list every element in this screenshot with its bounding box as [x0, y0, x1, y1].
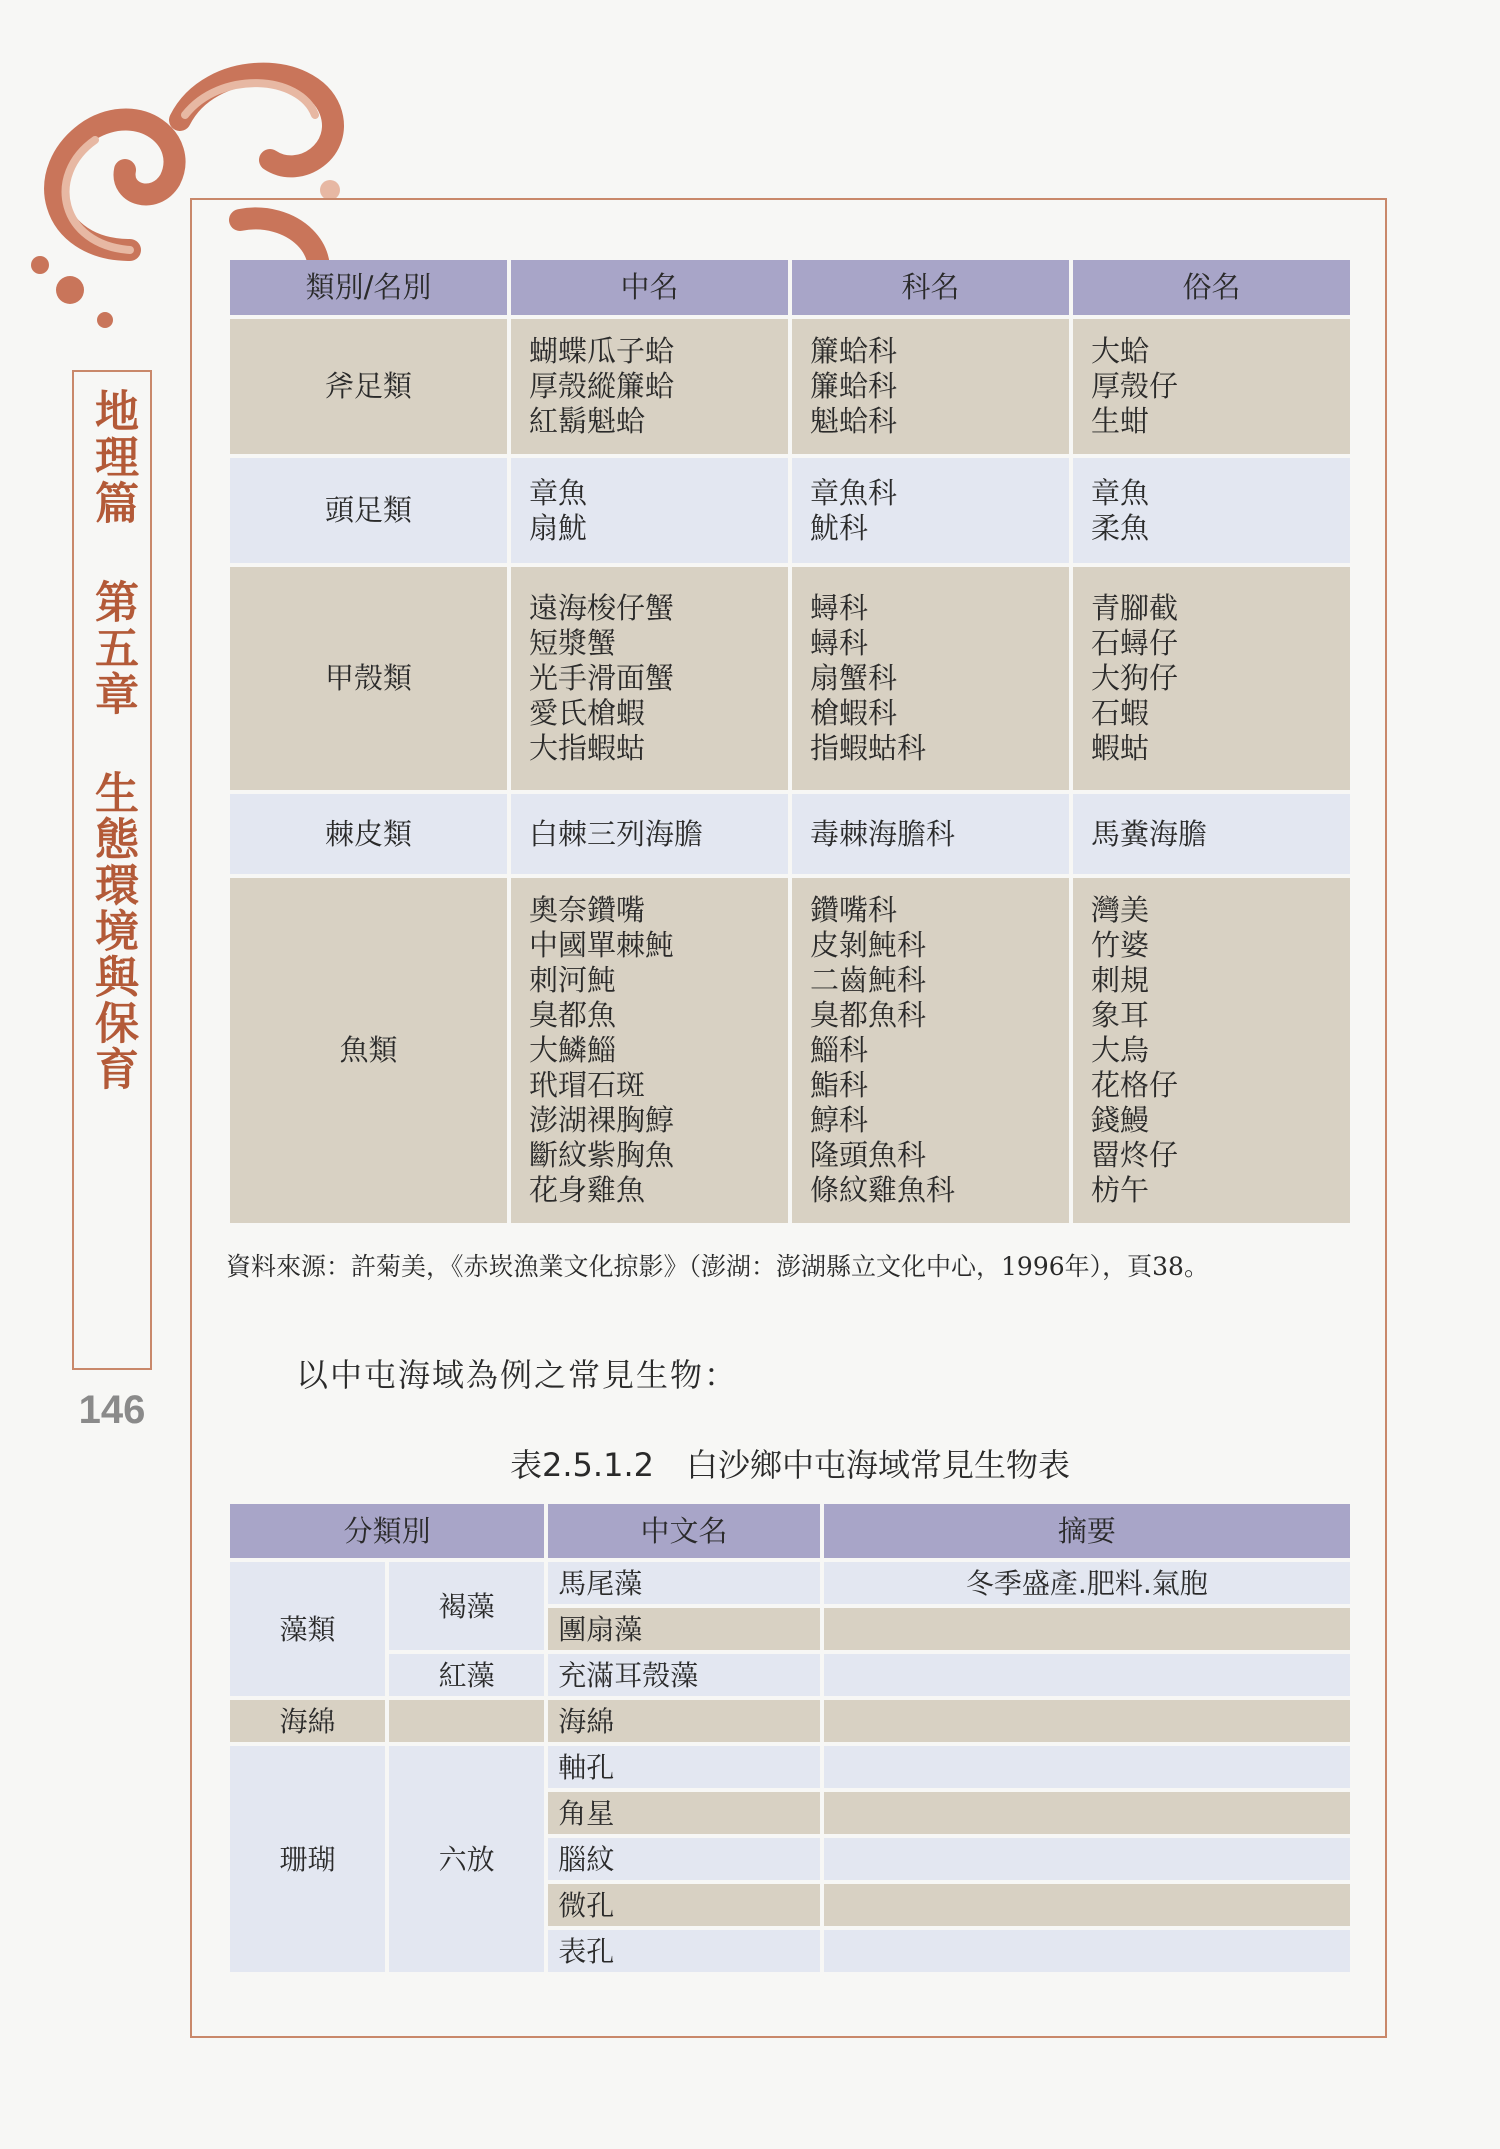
species-name-cell: 角星: [548, 1792, 819, 1834]
species-name-cell: 表孔: [548, 1930, 819, 1972]
table-caption: 表2.5.1.2 白沙鄉中屯海域常見生物表: [510, 1446, 1070, 1484]
chinese-name-cell: 蝴蝶瓜子蛤 厚殼縱簾蛤 紅鬍魁蛤: [511, 319, 788, 454]
chinese-name-cell: 奧奈鑽嘴 中國單棘魨 刺河魨 臭都魚 大鱗鯔 玳瑁石斑 澎湖裸胸鯙 斷紋紫胸魚 花身雞魚: [511, 878, 788, 1223]
category-cell: 頭足類: [230, 458, 507, 563]
summary-cell: [824, 1838, 1350, 1880]
table-header-row: [230, 1504, 1350, 1558]
subgroup-cell: 六放: [389, 1746, 544, 1972]
table-row: [230, 1700, 1350, 1742]
table-row: [230, 1562, 1350, 1604]
source-note: 資料來源：許菊美，《赤崁漁業文化掠影》（澎湖：澎湖縣立文化中心，1996年），頁38。: [226, 1252, 1209, 1281]
group-cell: 海綿: [230, 1700, 385, 1742]
subgroup-cell: 褐藻: [389, 1562, 544, 1650]
species-table: [226, 256, 1354, 1227]
summary-cell: [824, 1930, 1350, 1972]
family-name-cell: 章魚科 魷科: [792, 458, 1069, 563]
summary-cell: [824, 1608, 1350, 1650]
table-row: [230, 319, 1350, 454]
summary-cell: 冬季盛產.肥料.氣胞: [824, 1562, 1350, 1604]
column-header: 分類別: [230, 1504, 544, 1558]
summary-cell: [824, 1700, 1350, 1742]
table-row: [230, 458, 1350, 563]
column-header: 類別/名別: [230, 260, 507, 315]
summary-cell: [824, 1654, 1350, 1696]
table-row: [230, 794, 1350, 874]
category-cell: 甲殼類: [230, 567, 507, 790]
species-name-cell: 海綿: [548, 1700, 819, 1742]
summary-cell: [824, 1792, 1350, 1834]
common-name-cell: 青腳截 石蟳仔 大狗仔 石蝦 蝦蛄: [1073, 567, 1350, 790]
category-cell: 斧足類: [230, 319, 507, 454]
column-header: 摘要: [824, 1504, 1350, 1558]
common-name-cell: 灣美 竹婆 刺規 象耳 大烏 花格仔 錢鰻 罶炵仔 枋午: [1073, 878, 1350, 1223]
subgroup-cell: 紅藻: [389, 1654, 544, 1696]
family-name-cell: 蟳科 蟳科 扇蟹科 槍蝦科 指蝦蛄科: [792, 567, 1069, 790]
family-name-cell: 毒棘海膽科: [792, 794, 1069, 874]
group-cell: 藻類: [230, 1562, 385, 1696]
category-cell: 魚類: [230, 878, 507, 1223]
species-name-cell: 軸孔: [548, 1746, 819, 1788]
column-header: 中名: [511, 260, 788, 315]
table-header-row: [230, 260, 1350, 315]
summary-cell: [824, 1746, 1350, 1788]
summary-cell: [824, 1884, 1350, 1926]
table-row: [230, 567, 1350, 790]
group-cell: 珊瑚: [230, 1746, 385, 1972]
subgroup-cell: [389, 1700, 544, 1742]
table-row: [230, 1746, 1350, 1788]
common-name-cell: 大蛤 厚殼仔 生蚶: [1073, 319, 1350, 454]
common-name-cell: 章魚 柔魚: [1073, 458, 1350, 563]
species-name-cell: 微孔: [548, 1884, 819, 1926]
page-number: 146: [78, 1388, 146, 1432]
species-name-cell: 充滿耳殼藻: [548, 1654, 819, 1696]
table-row: [230, 1654, 1350, 1696]
common-name-cell: 馬糞海膽: [1073, 794, 1350, 874]
column-header: 科名: [792, 260, 1069, 315]
species-name-cell: 團扇藻: [548, 1608, 819, 1650]
chinese-name-cell: 章魚 扇魷: [511, 458, 788, 563]
chinese-name-cell: 白棘三列海膽: [511, 794, 788, 874]
intro-text: 以中屯海域為例之常見生物：: [296, 1356, 739, 1394]
category-cell: 棘皮類: [230, 794, 507, 874]
species-name-cell: 馬尾藻: [548, 1562, 819, 1604]
species-name-cell: 腦紋: [548, 1838, 819, 1880]
table-row: [230, 878, 1350, 1223]
chapter-side-title: 地理篇 第五章 生態環境與保育: [87, 388, 138, 1092]
family-name-cell: 簾蛤科 簾蛤科 魁蛤科: [792, 319, 1069, 454]
zhongtun-species-table: [226, 1500, 1354, 1976]
family-name-cell: 鑽嘴科 皮剝魨科 二齒魨科 臭都魚科 鯔科 鮨科 鯙科 隆頭魚科 條紋雞魚科: [792, 878, 1069, 1223]
chinese-name-cell: 遠海梭仔蟹 短漿蟹 光手滑面蟹 愛氏槍蝦 大指蝦蛄: [511, 567, 788, 790]
column-header: 中文名: [548, 1504, 819, 1558]
column-header: 俗名: [1073, 260, 1350, 315]
